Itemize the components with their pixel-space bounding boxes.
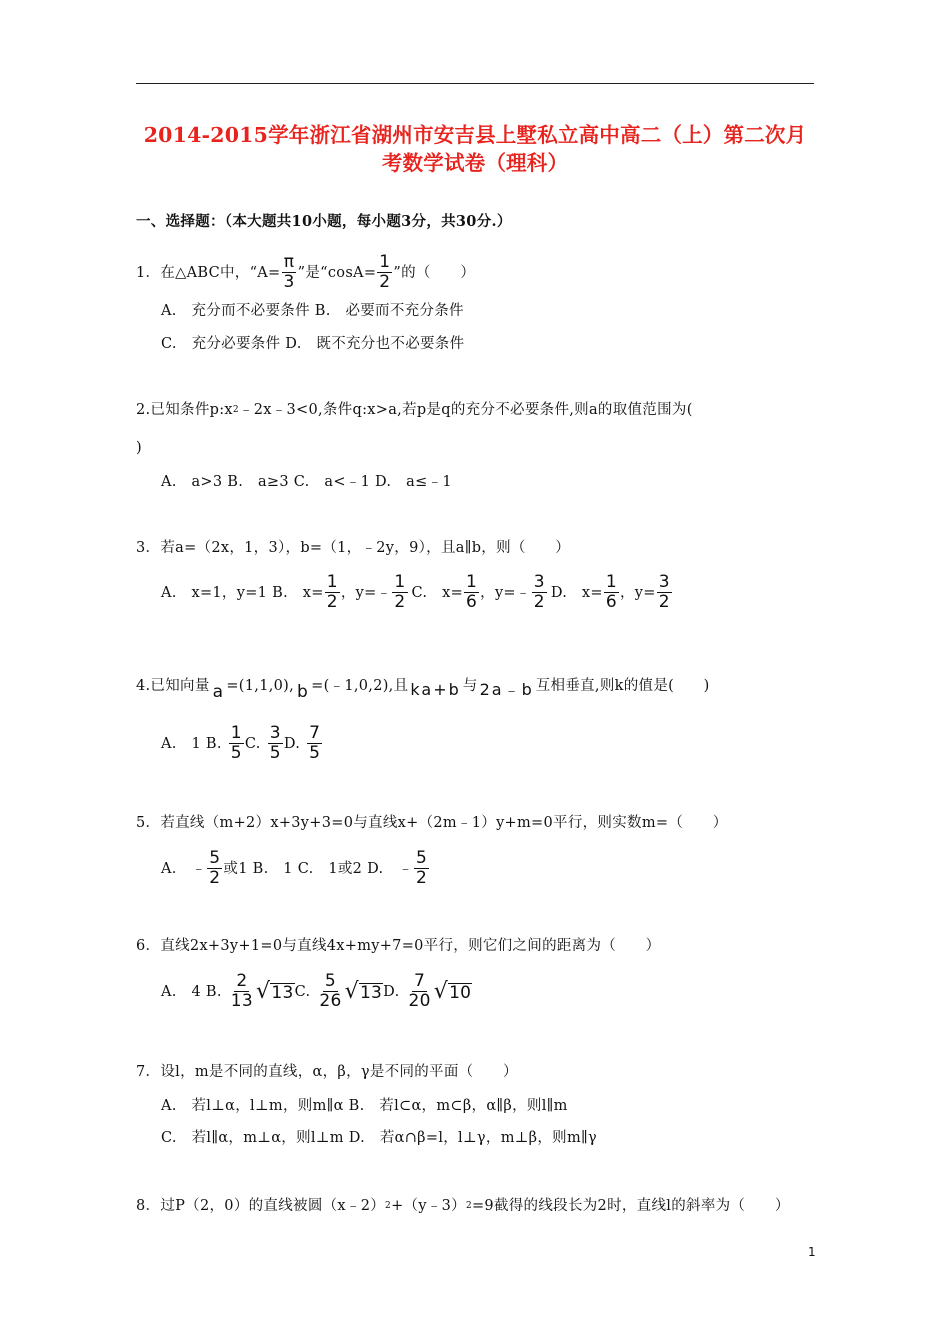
- question-2-options: A. a>3 B. a≥3 C. a<﹣1 D. a≤﹣1: [161, 474, 452, 490]
- fraction: $\frac{3}{2}$: [658, 572, 670, 612]
- fraction: $\frac{1}{2}$: [394, 572, 406, 612]
- question-1-options-ab: A. 充分而不必要条件 B. 必要而不充分条件: [161, 303, 464, 319]
- title-line-1: 2014-2015学年浙江省湖州市安吉县上墅私立高中高二（上）第二次月: [143, 123, 807, 147]
- fraction: $\frac{5}{2}$: [416, 848, 428, 888]
- fraction: $\frac{2}{13}$: [230, 971, 254, 1011]
- question-3-options: A. x=1，y=1 B. x= $\frac{1}{2}$ ，y=﹣ $\frac{1}{2}$ C. x= $\frac{1}{6}$ ，y=﹣ $\frac{3}{2}$ D. x= $\frac{1}{6}$ ，y= $\frac{3}{2}$: [161, 572, 670, 612]
- question-5: 5．若直线（m+2）x+3y+3=0与直线x+（2m﹣1）y+m=0平行，则实数m=（ ）: [136, 815, 728, 831]
- page-title: [136, 121, 814, 177]
- question-2-continued: ): [136, 440, 142, 456]
- vector-expression-1: ka+b: [410, 680, 461, 699]
- fraction: $\frac{5}{2}$: [209, 848, 221, 888]
- square-root: √ 10: [433, 978, 472, 1004]
- vector-b: b: [297, 682, 309, 702]
- square-root: √ 13: [344, 978, 383, 1004]
- vector-a: a: [212, 682, 224, 702]
- fraction: $\frac{\pi}{3}$: [283, 252, 295, 292]
- header-rule: [136, 83, 814, 84]
- question-5-options: A. ﹣ $\frac{5}{2}$ 或1 B. 1 C. 1或2 D. ﹣ $\frac{5}{2}$: [161, 848, 428, 888]
- question-2: 2.已知条件p:x 2 ﹣2x﹣3<0,条件q:x>a,若p是q的充分不必要条件,则a的取值范围为(: [136, 402, 693, 418]
- fraction: $\frac{1}{6}$: [466, 572, 478, 612]
- fraction: $\frac{3}{5}$: [269, 723, 281, 763]
- question-6-options: A. 4 B. $\frac{2}{13}$ √ 13 C. $\frac{5}{26}$ √ 13 D. $\frac{7}{20}$ √ 10: [161, 971, 472, 1011]
- question-7: 7．设l，m是不同的直线，α，β，γ是不同的平面（ ）: [136, 1064, 518, 1080]
- question-1: 1．在△ABC中，“A= $\frac{\pi}{3}$ ”是“cosA= $\frac{1}{2}$ ”的（ ）: [136, 252, 476, 292]
- vector-expression-2: 2a﹣b: [479, 680, 534, 699]
- question-1-options-cd: C. 充分必要条件 D. 既不充分也不必要条件: [161, 336, 465, 352]
- page-number: 1: [808, 1245, 816, 1259]
- fraction: $\frac{7}{20}$: [408, 971, 431, 1011]
- title-line-2: 考数学试卷（理科）: [381, 151, 569, 175]
- question-6: 6．直线2x+3y+1=0与直线4x+my+7=0平行，则它们之间的距离为（ ）: [136, 938, 661, 954]
- square-root: √ 13: [256, 978, 294, 1004]
- question-7-options-ab: A. 若l⊥α，l⊥m，则m∥α B. 若l⊂α，m⊂β，α∥β，则l∥m: [161, 1098, 568, 1114]
- question-8: 8．过P（2，0）的直线被圆（x﹣2） 2 +（y﹣3） 2 =9截得的线段长为2时，直线l的斜率为（ ）: [136, 1198, 790, 1214]
- fraction: $\frac{1}{6}$: [605, 572, 617, 612]
- question-7-options-cd: C. 若l∥α，m⊥α，则l⊥m D. 若α∩β=l，l⊥γ，m⊥β，则m∥γ: [161, 1130, 597, 1146]
- question-4-options: A. 1 B. $\frac{1}{5}$ C. $\frac{3}{5}$ D. $\frac{7}{5}$: [161, 723, 321, 763]
- fraction: $\frac{7}{5}$: [309, 723, 321, 763]
- fraction: $\frac{1}{2}$: [326, 572, 338, 612]
- fraction: $\frac{1}{2}$: [379, 252, 391, 292]
- question-3: 3．若a=（2x，1，3），b=（1，﹣2y，9），且a∥b，则（ ）: [136, 540, 571, 556]
- section-heading: 一、选择题：（本大题共10小题，每小题3分，共30分.）: [136, 213, 512, 230]
- question-4: 4.已知向量 a =(1,1,0), b =(﹣1,0,2),且 ka+b 与 2a﹣b 互相垂直,则k的值是( ): [136, 678, 710, 702]
- fraction: $\frac{1}{5}$: [230, 723, 242, 763]
- fraction: $\frac{5}{26}$: [319, 971, 342, 1011]
- fraction: $\frac{3}{2}$: [533, 572, 545, 612]
